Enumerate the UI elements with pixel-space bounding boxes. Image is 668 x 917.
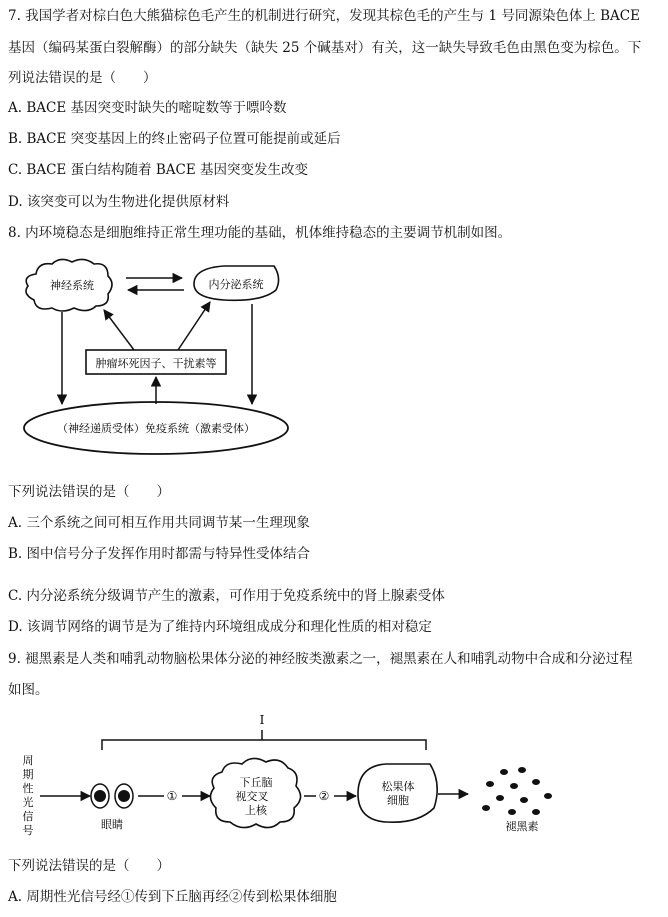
svg-text:信: 信	[22, 810, 34, 823]
q8-option-a: A. 三个系统之间可相互作用共同调节某一生理现象	[8, 515, 310, 531]
svg-text:性: 性	[22, 782, 34, 795]
melatonin-dots	[482, 767, 552, 815]
q8-option-b: B. 图中信号分子发挥作用时都需与特异性受体结合	[8, 546, 311, 562]
brace	[102, 730, 426, 750]
q8-option-d: D. 该调节网络的调节是为了维持内环境组成成分和理化性质的相对稳定	[8, 619, 432, 635]
factors-label: 肿瘤坏死因子、干扰素等	[95, 357, 217, 370]
q9-question: 下列说法错误的是（ ）	[8, 858, 170, 874]
q7-option-c: C. BACE 蛋白结构随着 BACE 基因突变发生改变	[8, 162, 309, 178]
q8-question: 下列说法错误的是（ ）	[8, 484, 170, 500]
q9-stem-line-1: 9. 褪黑素是人类和哺乳动物脑松果体分泌的神经胺类激素之一，褪黑素在人和哺乳动物中合成和分泌过程	[8, 651, 633, 667]
svg-text:号: 号	[22, 824, 34, 837]
q7-option-a: A. BACE 基因突变时缺失的嘧啶数等于嘌呤数	[8, 100, 287, 116]
nervous-system-label: 神经系统	[50, 279, 94, 292]
light-signal-label	[23, 754, 34, 837]
eye-icon	[91, 784, 133, 808]
q7-stem-line-3: 列说法错误的是（ ）	[8, 70, 157, 86]
pineal-label: 松果体	[381, 780, 415, 793]
brace-label: I	[259, 713, 265, 727]
q7-option-b: B. BACE 突变基因上的终止密码子位置可能提前或延后	[8, 131, 341, 147]
hypothalamus-label: 上核	[245, 804, 267, 817]
melatonin-label: 褪黑素	[505, 820, 539, 833]
q9-stem-line-2: 如图。	[8, 682, 49, 698]
step-2-label: ②	[318, 789, 330, 803]
svg-text:期: 期	[22, 768, 34, 781]
eye-label: 眼睛	[101, 818, 123, 831]
q7-stem-line-2: 基因（编码某蛋白裂解酶）的部分缺失（缺失 25 个碱基对）有关，这一缺失导致毛色由黑色变为棕色。下	[8, 40, 642, 56]
q7-option-d: D. 该突变可以为生物进化提供原材料	[8, 194, 230, 210]
hypothalamus-label: 下丘脑	[239, 776, 273, 789]
hypothalamus-label: 视交叉	[235, 790, 269, 803]
svg-text:光: 光	[22, 796, 34, 809]
immune-system-label: （神经递质受体）免疫系统（激素受体）	[57, 422, 255, 435]
q7-stem-line-1: 7. 我国学者对棕白色大熊猫棕色毛产生的机制进行研究，发现其棕色毛的产生与 1 号同源染色体上 BACE	[8, 8, 640, 24]
q9-option-a: A. 周期性光信号经①传到下丘脑再经②传到松果体细胞	[8, 889, 337, 905]
q8-stem: 8. 内环境稳态是细胞维持正常生理功能的基础，机体维持稳态的主要调节机制如图。	[8, 225, 512, 241]
endocrine-system-label: 内分泌系统	[208, 278, 264, 291]
step-1-label: ①	[166, 789, 178, 803]
q8-regulation-diagram	[14, 256, 304, 466]
svg-text:周: 周	[22, 754, 34, 767]
q9-melatonin-diagram	[16, 712, 566, 842]
q8-option-c: C. 内分泌系统分级调节产生的激素，可作用于免疫系统中的肾上腺素受体	[8, 588, 445, 604]
pineal-label: 细胞	[387, 794, 409, 807]
